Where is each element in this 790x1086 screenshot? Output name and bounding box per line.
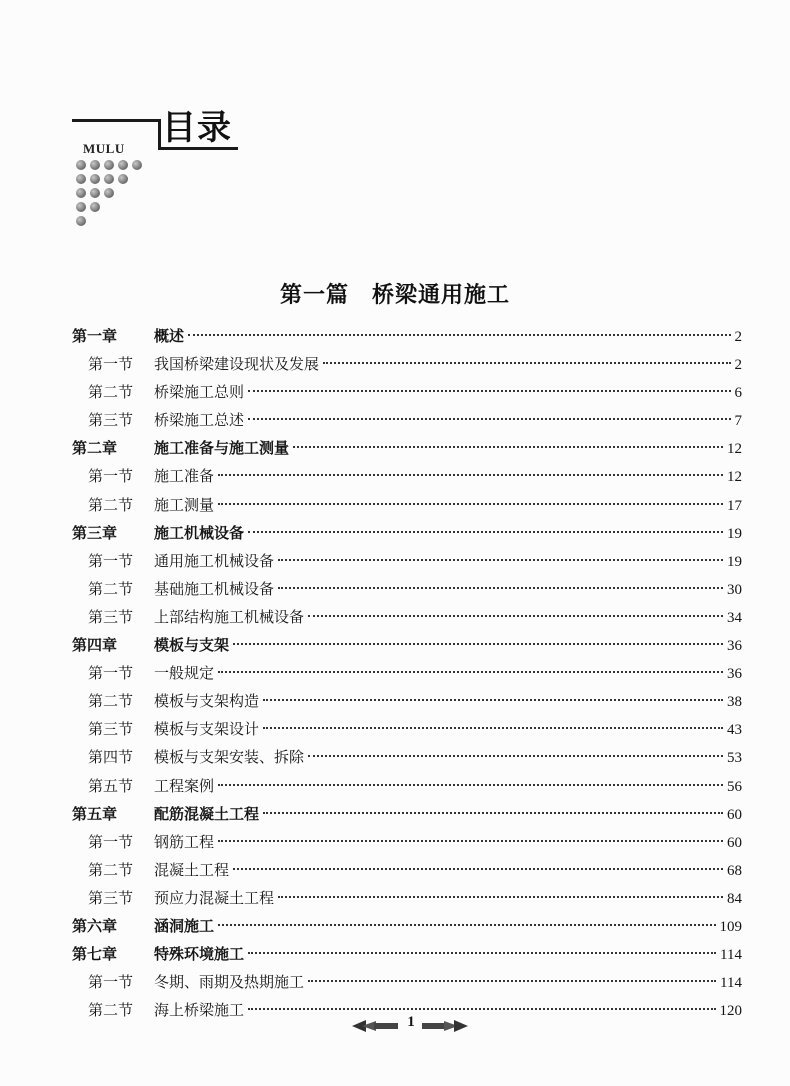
decorative-dot (76, 202, 86, 212)
toc-dot-leader (218, 474, 723, 476)
toc-entry-number: 第五章 (72, 804, 118, 823)
toc-entry-title: 配筋混凝土工程 (154, 804, 260, 823)
right-arrow-ornament-icon (422, 1020, 468, 1032)
toc-section-row[interactable] (72, 884, 742, 912)
toc-dot-leader (308, 755, 723, 757)
toc-entry-title: 冬期、雨期及热期施工 (154, 973, 305, 992)
toc-section-row[interactable] (72, 406, 742, 434)
toc-list (72, 322, 742, 1024)
toc-header (0, 0, 790, 240)
toc-chapter-row[interactable] (72, 800, 742, 828)
decorative-dot (90, 160, 100, 170)
toc-entry-page: 109 (719, 918, 742, 935)
toc-entry-page: 17 (727, 497, 742, 514)
toc-entry-number: 第一节 (88, 551, 134, 570)
toc-section-row[interactable] (72, 603, 742, 631)
toc-entry-title: 施工测量 (154, 495, 215, 514)
toc-entry-page: 114 (720, 947, 742, 964)
toc-entry-page: 36 (727, 666, 742, 683)
toc-entry-page: 84 (727, 890, 742, 907)
toc-chapter-row[interactable] (72, 631, 742, 659)
toc-entry-page: 12 (727, 441, 742, 458)
toc-entry-number: 第一节 (88, 973, 134, 992)
toc-entry-title: 概述 (154, 327, 185, 345)
toc-section-row[interactable] (72, 659, 742, 687)
toc-entry-page: 2 (734, 357, 742, 374)
decorative-dot (118, 174, 128, 184)
toc-section-row[interactable] (72, 856, 742, 884)
toc-chapter-row[interactable] (72, 519, 742, 547)
decorative-dot (76, 216, 86, 226)
toc-entry-title: 工程案例 (154, 776, 215, 795)
toc-entry-title: 模板与支架 (154, 636, 230, 655)
header-rule-left (72, 119, 160, 122)
toc-entry-page: 30 (727, 581, 742, 598)
toc-dot-leader (218, 671, 723, 673)
toc-entry-number: 第二节 (88, 1001, 134, 1020)
toc-chapter-row[interactable] (72, 434, 742, 462)
toc-entry-number: 第四节 (88, 748, 134, 767)
toc-entry-page: 19 (727, 525, 742, 542)
toc-entry-title: 一般规定 (154, 664, 215, 683)
toc-dot-leader (248, 418, 730, 420)
toc-entry-title: 通用施工机械设备 (154, 551, 275, 570)
toc-entry-number: 第六章 (72, 916, 118, 935)
toc-entry-page: 6 (734, 385, 742, 402)
decorative-dot (90, 188, 100, 198)
toc-entry-title: 模板与支架设计 (154, 720, 260, 739)
toc-section-row[interactable] (72, 743, 742, 771)
toc-entry-title: 桥梁施工总则 (154, 383, 245, 402)
toc-entry-page: 2 (734, 329, 742, 345)
toc-dot-leader (218, 784, 723, 786)
toc-entry-number: 第一节 (88, 355, 134, 374)
toc-section-row[interactable] (72, 378, 742, 406)
toc-entry-title: 预应力混凝土工程 (154, 888, 275, 907)
decorative-dot (76, 160, 86, 170)
toc-entry-title: 桥梁施工总述 (154, 411, 245, 430)
toc-entry-number: 第一章 (72, 327, 118, 345)
decorative-dot (90, 202, 100, 212)
decorative-dot (90, 174, 100, 184)
toc-entry-page: 36 (727, 638, 742, 655)
toc-chapter-row[interactable] (72, 322, 742, 350)
toc-entry-page: 7 (734, 413, 742, 430)
toc-entry-title: 涵洞施工 (154, 916, 215, 935)
toc-entry-number: 第二节 (88, 692, 134, 711)
left-arrow-ornament-icon (352, 1020, 398, 1032)
toc-entry-number: 第三节 (88, 888, 134, 907)
toc-entry-title: 上部结构施工机械设备 (154, 607, 305, 626)
toc-entry-page: 12 (727, 469, 742, 486)
toc-dot-leader (278, 587, 723, 589)
toc-section-row[interactable] (72, 772, 742, 800)
decorative-dot (104, 188, 114, 198)
toc-entry-page: 34 (727, 609, 742, 626)
toc-entry-number: 第一节 (88, 467, 134, 486)
toc-entry-title: 混凝土工程 (154, 860, 230, 879)
toc-entry-number: 第一节 (88, 832, 134, 851)
toc-dot-leader (188, 334, 730, 336)
toc-dot-leader (278, 896, 723, 898)
toc-entry-title: 钢筋工程 (154, 832, 215, 851)
page-footer (0, 1014, 790, 1038)
toc-entry-page: 120 (719, 1003, 742, 1020)
toc-entry-page: 56 (727, 778, 742, 795)
toc-section-row[interactable] (72, 491, 742, 519)
toc-dot-leader (278, 559, 723, 561)
toc-entry-page: 60 (727, 834, 742, 851)
toc-entry-page: 19 (727, 553, 742, 570)
toc-entry-number: 第二章 (72, 439, 118, 458)
toc-entry-number: 第二节 (88, 495, 134, 514)
toc-entry-number: 第三节 (88, 720, 134, 739)
toc-dot-leader (218, 840, 723, 842)
toc-subtitle: MULU (83, 141, 125, 156)
toc-dot-leader (233, 868, 723, 870)
toc-dot-leader (308, 980, 716, 982)
toc-entry-page: 68 (727, 862, 742, 879)
toc-title: 目录 (162, 108, 232, 148)
toc-dot-leader (308, 615, 723, 617)
toc-entry-page: 38 (727, 694, 742, 711)
toc-entry-title: 海上桥梁施工 (154, 1001, 245, 1020)
toc-dot-leader (248, 1008, 715, 1010)
toc-entry-number: 第一节 (88, 664, 134, 683)
toc-entry-number: 第二节 (88, 579, 134, 598)
toc-section-row[interactable] (72, 828, 742, 856)
toc-entry-number: 第三节 (88, 607, 134, 626)
toc-section-row[interactable] (72, 350, 742, 378)
decorative-dot (132, 160, 142, 170)
toc-dot-leader (248, 531, 723, 533)
toc-entry-title: 施工准备与施工测量 (154, 439, 290, 458)
toc-dot-leader (263, 699, 723, 701)
header-rule-step (158, 119, 161, 149)
part-title: 第一篇 桥梁通用施工 (279, 282, 510, 308)
toc-chapter-row[interactable] (72, 940, 742, 968)
toc-dot-leader (218, 503, 723, 505)
toc-dot-leader (218, 924, 715, 926)
decorative-dot (76, 174, 86, 184)
toc-entry-title: 施工准备 (154, 467, 215, 486)
toc-dot-leader (263, 812, 723, 814)
toc-section-row[interactable] (72, 462, 742, 490)
toc-entry-title: 模板与支架构造 (154, 692, 260, 711)
toc-section-row[interactable] (72, 968, 742, 996)
toc-section-row[interactable] (72, 575, 742, 603)
toc-dot-leader (263, 727, 723, 729)
toc-entry-title: 施工机械设备 (154, 523, 245, 542)
toc-section-row[interactable] (72, 687, 742, 715)
toc-entry-number: 第二节 (88, 383, 134, 402)
toc-dot-leader (233, 643, 723, 645)
toc-entry-title: 我国桥梁建设现状及发展 (154, 355, 320, 374)
toc-dot-leader (293, 446, 723, 448)
decorative-dot (76, 188, 86, 198)
decorative-dot (104, 174, 114, 184)
toc-entry-page: 60 (727, 806, 742, 823)
toc-entry-number: 第二节 (88, 860, 134, 879)
toc-entry-page: 43 (727, 722, 742, 739)
toc-dot-leader (248, 390, 730, 392)
toc-entry-page: 53 (727, 750, 742, 767)
toc-entry-number: 第四章 (72, 636, 118, 655)
decorative-dot (118, 160, 128, 170)
toc-section-row[interactable] (72, 547, 742, 575)
toc-entry-number: 第三章 (72, 523, 118, 542)
toc-entry-number: 第五节 (88, 776, 134, 795)
toc-chapter-row[interactable] (72, 912, 742, 940)
toc-entry-title: 特殊环境施工 (154, 945, 245, 964)
toc-dot-leader (323, 362, 730, 364)
page-number: 1 (407, 1014, 415, 1030)
toc-entry-number: 第三节 (88, 411, 134, 430)
decorative-dot (104, 160, 114, 170)
toc-entry-number: 第七章 (72, 945, 118, 964)
toc-dot-leader (248, 952, 716, 954)
toc-section-row[interactable] (72, 715, 742, 743)
toc-entry-title: 基础施工机械设备 (154, 579, 275, 598)
toc-entry-title: 模板与支架安装、拆除 (154, 748, 305, 767)
toc-entry-page: 114 (720, 975, 742, 992)
